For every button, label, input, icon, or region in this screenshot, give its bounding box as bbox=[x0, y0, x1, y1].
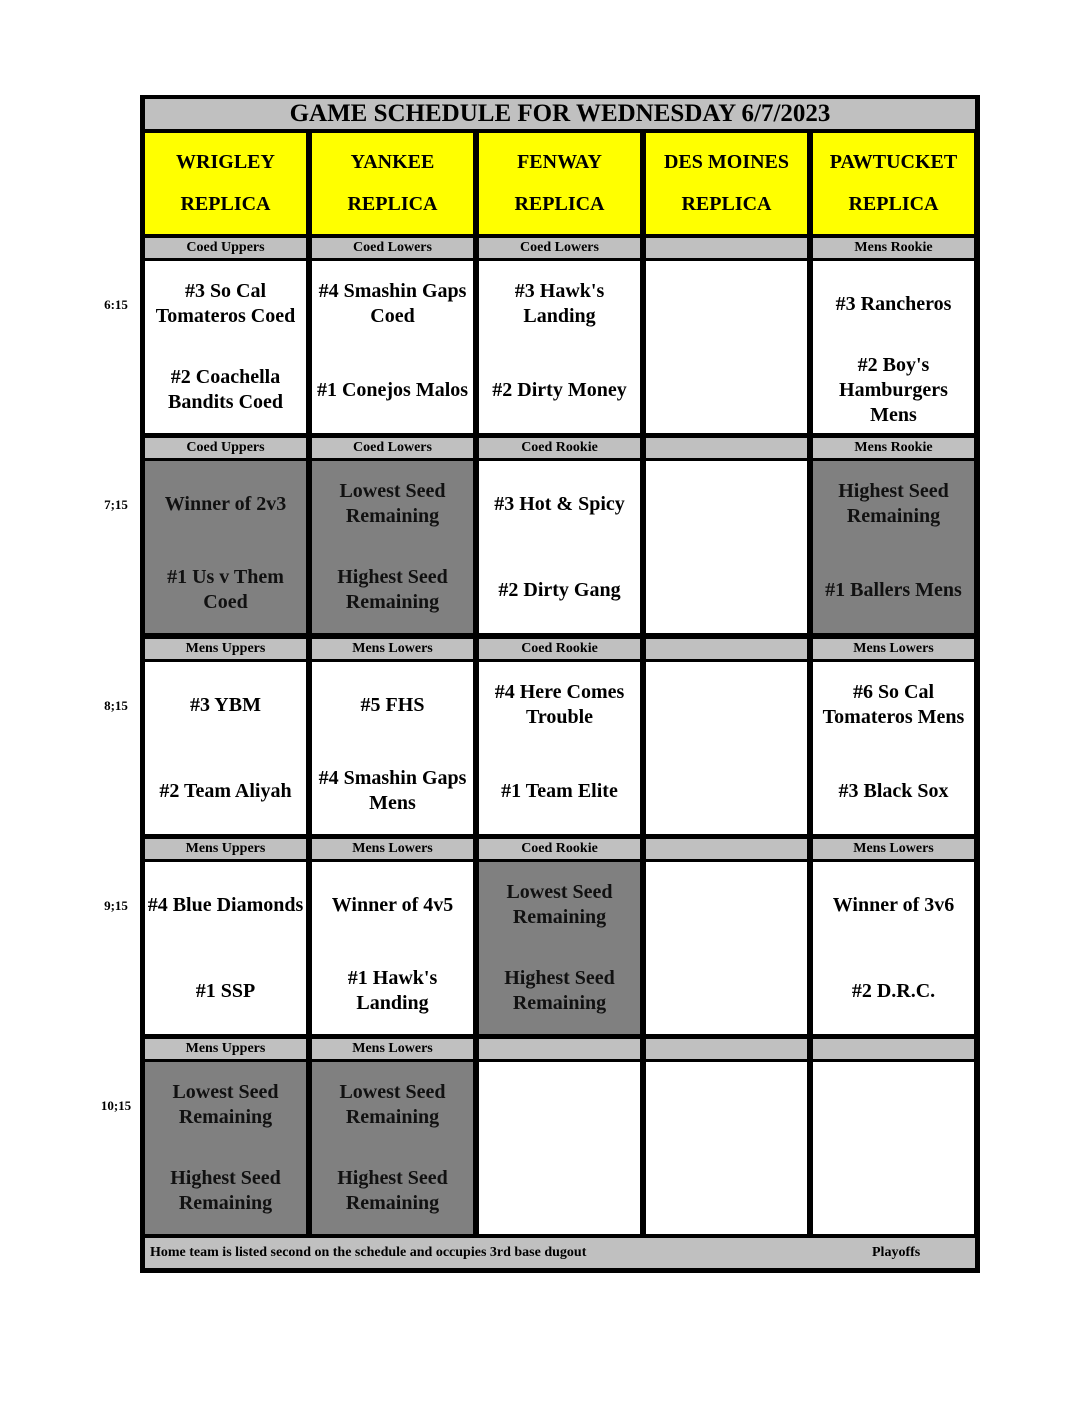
away-team: Lowest Seed Remaining bbox=[172, 1081, 279, 1128]
time-slot: 7;15 bbox=[104, 497, 128, 512]
home-team bbox=[892, 1148, 896, 1234]
playoff-game-cell bbox=[813, 461, 974, 633]
away-team bbox=[892, 1062, 896, 1148]
division-label: Mens Lowers bbox=[312, 639, 473, 659]
game-cell bbox=[312, 261, 473, 433]
home-team bbox=[725, 1148, 729, 1234]
game-cell bbox=[312, 662, 473, 834]
game-cell bbox=[646, 461, 807, 633]
field-header bbox=[479, 133, 640, 234]
away-team: #4 Here Comes Trouble bbox=[494, 681, 625, 728]
game-cell bbox=[479, 261, 640, 433]
game-cell bbox=[479, 461, 640, 633]
division-label: Mens Uppers bbox=[145, 639, 306, 659]
game-cell bbox=[646, 662, 807, 834]
division-label: Coed Lowers bbox=[312, 238, 473, 258]
division-label: Coed Rookie bbox=[479, 639, 640, 659]
away-team: #3 So Cal Tomateros Coed bbox=[155, 280, 296, 327]
home-team: #3 Black Sox bbox=[838, 779, 949, 802]
division-label: Mens Lowers bbox=[813, 839, 974, 859]
home-team: #2 Coachella Bandits Coed bbox=[167, 366, 284, 413]
playoff-game-cell bbox=[312, 1062, 473, 1234]
away-team: #3 YBM bbox=[190, 693, 261, 716]
playoffs-legend: Playoffs bbox=[872, 1245, 921, 1260]
home-team: Highest Seed Remaining bbox=[337, 1167, 448, 1214]
playoff-game-cell bbox=[312, 461, 473, 633]
game-cell bbox=[479, 662, 640, 834]
home-team: #1 Us v Them Coed bbox=[167, 566, 284, 613]
field-header bbox=[145, 133, 306, 234]
game-cell bbox=[646, 862, 807, 1034]
game-cell bbox=[145, 862, 306, 1034]
field-name: WRIGLEY bbox=[176, 150, 275, 173]
time-slot: 9;15 bbox=[104, 898, 128, 913]
time-slot: 6:15 bbox=[104, 297, 128, 312]
away-team: Winner of 2v3 bbox=[164, 492, 287, 515]
division-label bbox=[813, 1039, 974, 1059]
field-name: DES MOINES bbox=[663, 150, 790, 173]
field-header bbox=[813, 133, 974, 234]
home-team: #4 Smashin Gaps Mens bbox=[318, 767, 467, 814]
away-team bbox=[725, 662, 729, 748]
away-team: #3 Hawk's Landing bbox=[514, 280, 605, 327]
game-cell bbox=[145, 662, 306, 834]
division-label: Mens Lowers bbox=[312, 839, 473, 859]
division-label: Coed Rookie bbox=[479, 839, 640, 859]
game-cell bbox=[312, 862, 473, 1034]
division-label: Mens Lowers bbox=[312, 1039, 473, 1059]
away-team bbox=[725, 862, 729, 948]
time-slot: 8;15 bbox=[104, 698, 128, 713]
home-team: Highest Seed Remaining bbox=[170, 1167, 281, 1214]
division-label: Coed Rookie bbox=[479, 438, 640, 458]
home-team: #2 Team Aliyah bbox=[159, 779, 292, 802]
division-label bbox=[646, 238, 807, 258]
home-team bbox=[725, 347, 729, 433]
game-cell bbox=[646, 1062, 807, 1234]
home-team: #1 Conejos Malos bbox=[316, 378, 469, 401]
time-slot: 10;15 bbox=[100, 1098, 132, 1113]
home-team: #1 Hawk's Landing bbox=[347, 967, 438, 1014]
field-name: FENWAY bbox=[517, 150, 602, 173]
home-team bbox=[725, 748, 729, 834]
home-team: #1 Ballers Mens bbox=[825, 578, 962, 601]
home-team bbox=[725, 547, 729, 633]
footer-note: Home team is listed second on the schedule and occupies 3rd base dugout bbox=[150, 1245, 587, 1260]
game-cell bbox=[646, 261, 807, 433]
away-team bbox=[725, 1062, 729, 1148]
schedule-title: GAME SCHEDULE FOR WEDNESDAY 6/7/2023 bbox=[145, 99, 975, 129]
division-label bbox=[646, 438, 807, 458]
field-name: YANKEE bbox=[350, 150, 435, 173]
division-label: Coed Uppers bbox=[145, 438, 306, 458]
game-cell bbox=[479, 1062, 640, 1234]
away-team: #6 So Cal Tomateros Mens bbox=[822, 681, 965, 728]
field-header bbox=[646, 133, 807, 234]
playoff-game-cell bbox=[145, 1062, 306, 1234]
away-team: Lowest Seed Remaining bbox=[339, 1081, 446, 1128]
away-team bbox=[725, 461, 729, 547]
division-label: Mens Uppers bbox=[145, 1039, 306, 1059]
home-team bbox=[725, 948, 729, 1034]
division-label bbox=[479, 1039, 640, 1059]
footer-bar bbox=[145, 1238, 975, 1268]
division-label: Mens Rookie bbox=[813, 438, 974, 458]
away-team: #3 Rancheros bbox=[835, 292, 952, 315]
away-team bbox=[558, 1062, 562, 1148]
field-subtitle: REPLICA bbox=[848, 193, 939, 216]
division-label: Coed Lowers bbox=[479, 238, 640, 258]
home-team: #2 Dirty Gang bbox=[498, 578, 621, 601]
game-cell bbox=[145, 261, 306, 433]
away-team: #5 FHS bbox=[360, 693, 425, 716]
game-cell bbox=[813, 662, 974, 834]
game-cell bbox=[813, 1062, 974, 1234]
away-team: #3 Hot & Spicy bbox=[494, 492, 625, 515]
division-label: Mens Lowers bbox=[813, 639, 974, 659]
field-subtitle: REPLICA bbox=[681, 193, 772, 216]
away-team: Highest Seed Remaining bbox=[838, 480, 949, 527]
division-label bbox=[646, 839, 807, 859]
away-team: #4 Blue Diamonds bbox=[147, 893, 304, 916]
home-team: #2 Boy's Hamburgers Mens bbox=[839, 353, 948, 426]
division-label bbox=[646, 639, 807, 659]
home-team: #2 Dirty Money bbox=[492, 378, 627, 401]
game-cell bbox=[813, 862, 974, 1034]
home-team bbox=[558, 1148, 562, 1234]
division-label bbox=[646, 1039, 807, 1059]
field-subtitle: REPLICA bbox=[180, 193, 271, 216]
field-subtitle: REPLICA bbox=[514, 193, 605, 216]
away-team: #4 Smashin Gaps Coed bbox=[318, 280, 467, 327]
division-label: Mens Rookie bbox=[813, 238, 974, 258]
home-team: Highest Seed Remaining bbox=[337, 566, 448, 613]
home-team: #1 Team Elite bbox=[501, 779, 618, 802]
home-team: #2 D.R.C. bbox=[851, 979, 936, 1002]
schedule-sheet bbox=[140, 95, 980, 1273]
division-label: Coed Lowers bbox=[312, 438, 473, 458]
away-team: Lowest Seed Remaining bbox=[339, 480, 446, 527]
away-team: Lowest Seed Remaining bbox=[506, 881, 613, 928]
away-team: Winner of 4v5 bbox=[331, 893, 454, 916]
division-label: Mens Uppers bbox=[145, 839, 306, 859]
field-name: PAWTUCKET bbox=[829, 150, 958, 173]
division-label: Coed Uppers bbox=[145, 238, 306, 258]
home-team: #1 SSP bbox=[195, 979, 256, 1002]
game-cell bbox=[813, 261, 974, 433]
playoff-game-cell bbox=[479, 862, 640, 1034]
home-team: Highest Seed Remaining bbox=[504, 967, 615, 1014]
field-subtitle: REPLICA bbox=[347, 193, 438, 216]
field-header bbox=[312, 133, 473, 234]
away-team: Winner of 3v6 bbox=[832, 893, 955, 916]
away-team bbox=[725, 261, 729, 347]
playoff-game-cell bbox=[145, 461, 306, 633]
